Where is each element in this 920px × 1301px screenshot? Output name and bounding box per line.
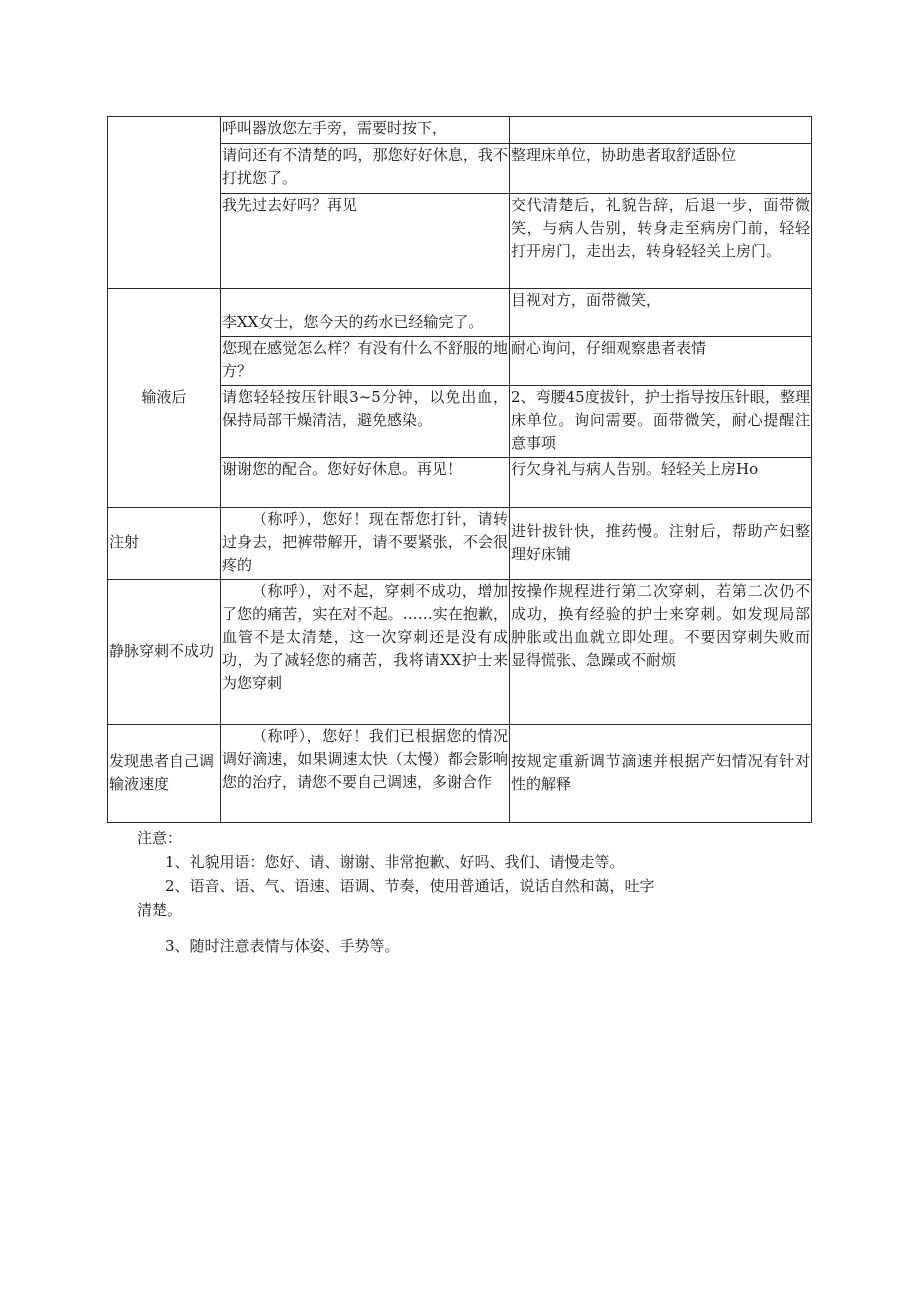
note-item-2: 2、语音、语、气、语速、语调、节奏，使用普通话，说话自然和蔼，吐字 (165, 877, 655, 895)
action-cell: 进针拔针快，推药慢。注射后，帮助产妇整理好床铺 (510, 508, 812, 580)
section-label-injection: 注射 (108, 508, 221, 580)
note-item-3: 3、随时注意表情与体姿、手势等。 (165, 937, 400, 955)
action-cell: 按操作规程进行第二次穿刺，若第二次仍不成功，换有经验的护士来穿刺。如发现局部肿胀或出血就立即处理。不要因穿刺失败而显得慌张、急躁或不耐烦 (510, 580, 812, 725)
note-item-2-continued: 清楚。 (137, 901, 183, 919)
table-row (108, 725, 812, 823)
continued-label-cell (108, 117, 221, 289)
action-cell: 交代清楚后，礼貌告辞，后退一步，面带微笑，与病人告别，转身走至病房门前，轻轻打开房门，走出去，转身轻轻关上房门。 (510, 194, 812, 289)
notes-title: 注意： (137, 829, 183, 847)
script-cell: 我先过去好吗？再见 (221, 194, 510, 289)
script-cell: （称呼），您好！现在帮您打针，请转过身去，把裤带解开，请不要紧张，不会很疼的 (221, 508, 510, 580)
script-cell: 您现在感觉怎么样？有没有什么不舒服的地方？ (221, 337, 510, 386)
action-cell (510, 117, 812, 144)
section-label-puncture-fail: 静脉穿刺不成功 (108, 580, 221, 725)
script-cell: （称呼），对不起，穿刺不成功，增加了您的痛苦，实在对不起。……实在抱歉，血管不是太清楚，这一次穿刺还是没有成功，为了减轻您的痛苦，我将请XX护士来为您穿刺 (221, 580, 510, 725)
script-cell: （称呼），您好！我们已根据您的情况调好滴速，如果调速太快（太慢）都会影响您的治疗，请您不要自己调速，多谢合作 (221, 725, 510, 823)
action-cell: 按规定重新调节滴速并根据产妇情况有针对性的解释 (510, 725, 812, 823)
table-row (108, 117, 812, 144)
communication-table (107, 116, 812, 823)
action-cell: 整理床单位，协助患者取舒适卧位 (510, 144, 812, 194)
action-cell: 行欠身礼与病人告别。轻轻关上房Ho (510, 458, 812, 508)
script-cell: 请问还有不清楚的吗，那您好好休息，我不打扰您了。 (221, 144, 510, 194)
table-row (108, 580, 812, 725)
notes-section (107, 826, 747, 958)
script-cell: 李XX女士，您今天的药水已经输完了。 (221, 289, 510, 337)
table-row (108, 289, 812, 337)
section-label-after-infusion: 输液后 (108, 289, 221, 508)
note-item-1: 1、礼貌用语：您好、请、谢谢、非常抱歉、好吗、我们、请慢走等。 (165, 853, 625, 871)
section-label-self-adjust: 发现患者自己调输液速度 (108, 725, 221, 823)
action-cell: 耐心询问，仔细观察患者表情 (510, 337, 812, 386)
action-cell: 目视对方，面带微笑， (510, 289, 812, 337)
action-cell: 2、弯腰45度拔针，护士指导按压针眼，整理床单位。询问需要。面带微笑，耐心提醒注意事项 (510, 386, 812, 458)
script-cell: 请您轻轻按压针眼3~5分钟，以免出血，保持局部干燥清洁，避免感染。 (221, 386, 510, 458)
script-cell: 谢谢您的配合。您好好休息。再见！ (221, 458, 510, 508)
script-cell: 呼叫器放您左手旁，需要时按下， (221, 117, 510, 144)
table-row (108, 508, 812, 580)
